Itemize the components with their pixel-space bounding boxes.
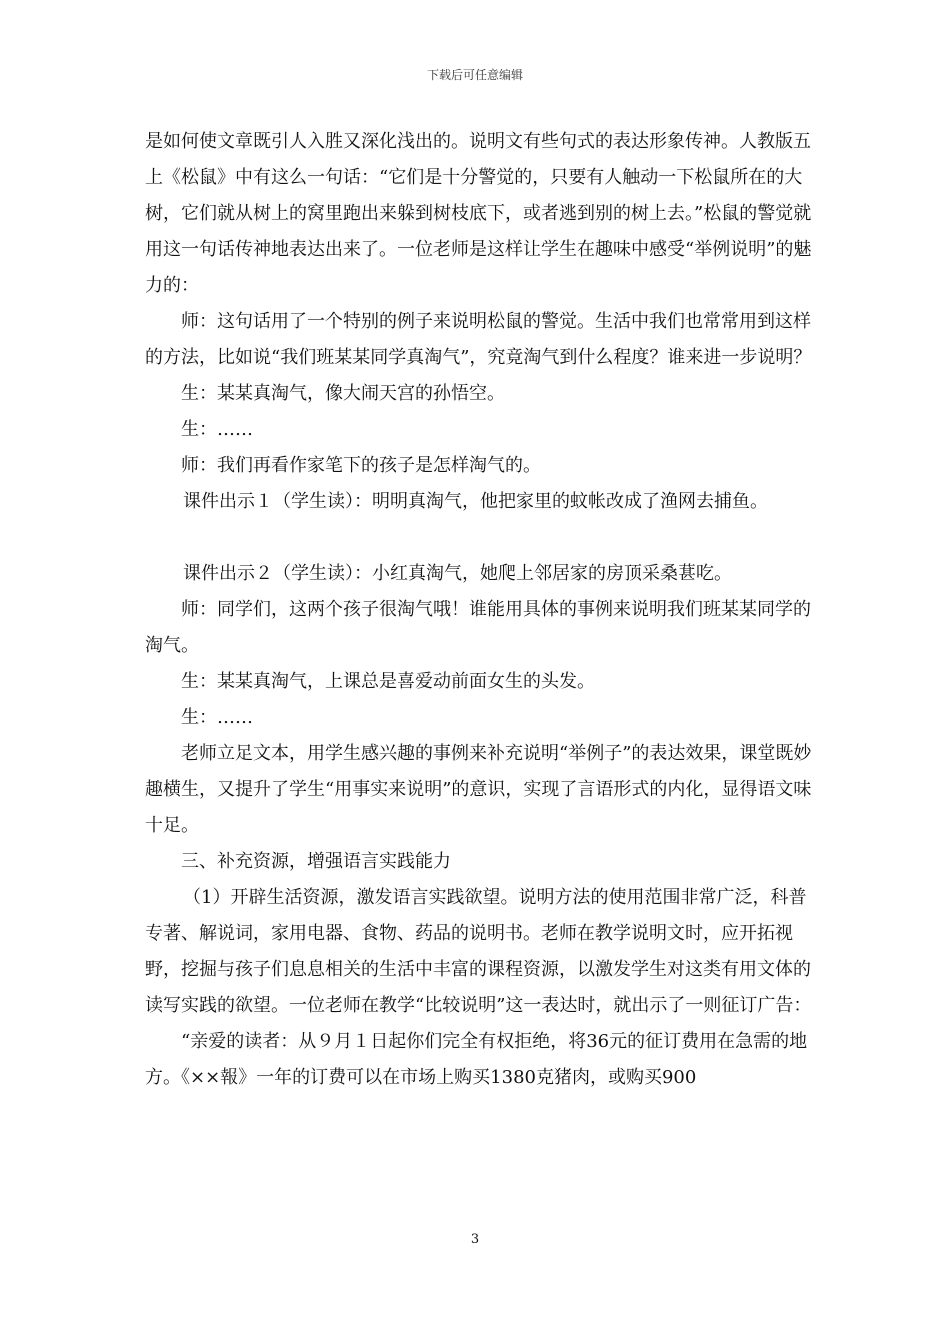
paragraph-student-4: 生：…… [181,707,253,728]
paragraph-life-resources: （1）开辟生活资源，激发语言实践欲望。说明方法的使用范围非常广泛，科普专著、解说词，家用电器、食物、药品的说明书。老师在教学说明文时，应开拓视野，挖掘与孩子们息息相关的生活中丰富的课程资源，以激发学生对这类有用文体的读写实践的欲望。一位老师在教学“比较说明”这一表达时，就出示了一则征订广告： [145,887,812,1016]
paragraph-advertisement: “亲爱的读者：从９月１日起你们完全有权拒绝，将36元的征订费用在急需的地方。《××報》一年的订费可以在市场上购买1380克猪肉，或购买900 [145,1031,808,1088]
paragraph-teacher-1: 师：这句话用了一个特别的例子来说明松鼠的警觉。生活中我们也常常用到这样的方法，比如说“我们班某某同学真淘气”，究竟淘气到什么程度？谁来进一步说明？ [145,311,812,368]
paragraph-gap [145,520,815,556]
paragraph-courseware-1: 课件出示１（学生读）：明明真淘气，他把家里的蚊帐改成了渔网去捕鱼。 [183,491,768,512]
page-header: 下载后可任意编辑 [426,68,523,82]
paragraph-squirrel-intro: 是如何使文章既引人入胜又深化浅出的。说明文有些句式的表达形象传神。人教版五上《松鼠》中有这么一句话：“它们是十分警觉的，只要有人触动一下松鼠所在的大树，它们就从树上的窝里跑出来躲到树枝底下，或者逃到别的树上去。”松鼠的警觉就用这一句话传神地表达出来了。一位老师是这样让学生在趣味中感受“举例说明”的魅力的： [145,131,812,296]
paragraph-student-1: 生：某某真淘气，像大闹天宫的孙悟空。 [181,383,505,404]
paragraph-student-3: 生：某某真淘气，上课总是喜爱动前面女生的头发。 [181,671,595,692]
section-heading-3: 三、补充资源，增强语言实践能力 [181,851,451,872]
paragraph-teacher-3: 师：同学们，这两个孩子很淘气哦！谁能用具体的事例来说明我们班某某同学的淘气。 [145,599,811,656]
paragraph-courseware-2: 课件出示２（学生读）：小红真淘气，她爬上邻居家的房顶采桑葚吃。 [183,563,732,584]
paragraph-student-2: 生：…… [181,419,253,440]
paragraph-commentary: 老师立足文本，用学生感兴趣的事例来补充说明“举例子”的表达效果，课堂既妙趣横生，又提升了学生“用事实来说明”的意识，实现了言语形式的内化，显得语文味十足。 [145,743,812,836]
paragraph-teacher-2: 师：我们再看作家笔下的孩子是怎样淘气的。 [181,455,541,476]
page-number: 3 [470,1232,480,1247]
document-body [145,124,815,1096]
